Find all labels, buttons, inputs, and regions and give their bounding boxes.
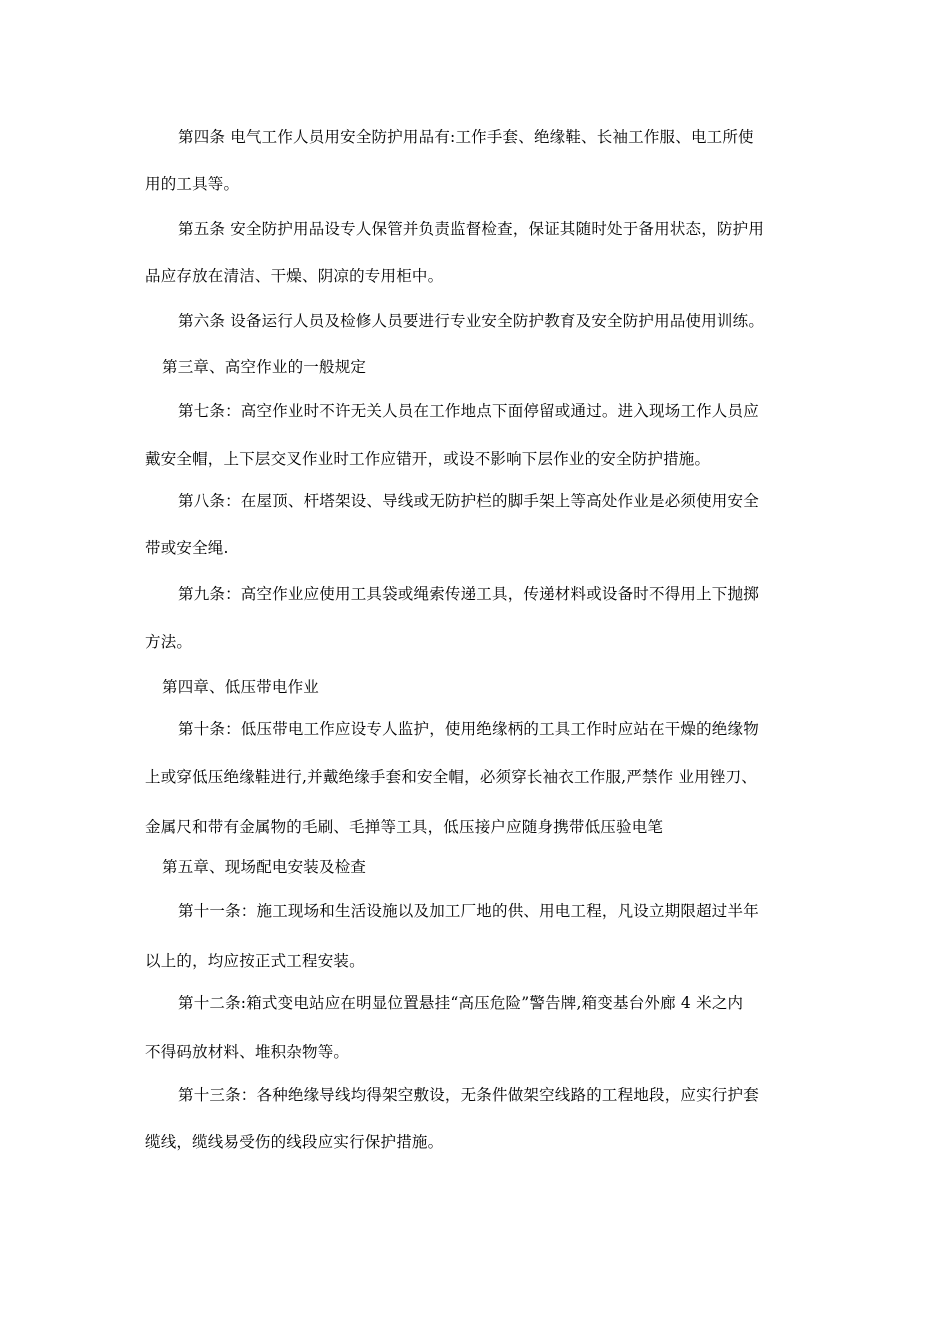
article-13-line-1: 第十三条：各种绝缘导线均得架空敷设，无条件做架空线路的工程地段，应实行护套 (178, 1086, 759, 1104)
article-10-line-1: 第十条：低压带电工作应设专人监护，使用绝缘柄的工具工作时应站在干燥的绝缘物 (178, 720, 759, 738)
article-10-line-2: 上或穿低压绝缘鞋进行,并戴绝缘手套和安全帽，必须穿长袖衣工作服,严禁作 业用锉刀、 (145, 768, 757, 786)
article-10-line-3: 金属尺和带有金属物的毛刷、毛掸等工具，低压接户应随身携带低压验电笔 (145, 818, 664, 836)
article-5-line-2: 品应存放在清洁、干燥、阴凉的专用柜中。 (145, 267, 444, 285)
article-7-line-1: 第七条：高空作业时不许无关人员在工作地点下面停留或通过。进入现场工作人员应 (178, 402, 759, 420)
article-13-line-2: 缆线，缆线易受伤的线段应实行保护措施。 (145, 1133, 444, 1151)
article-6-line-1: 第六条 设备运行人员及检修人员要进行专业安全防护教育及安全防护用品使用训练。 (178, 312, 765, 330)
article-9-line-2: 方法。 (145, 633, 193, 651)
article-12-line-1: 第十二条:箱式变电站应在明显位置悬挂“高压危险”警告牌,箱变基台外廊 4 米之内 (178, 994, 744, 1012)
chapter-5-heading: 第五章、现场配电安装及检查 (162, 858, 367, 876)
article-9-line-1: 第九条：高空作业应使用工具袋或绳索传递工具，传递材料或设备时不得用上下抛掷 (178, 585, 759, 603)
chapter-3-heading: 第三章、高空作业的一般规定 (162, 358, 367, 376)
article-12-line-2: 不得码放材料、堆积杂物等。 (145, 1043, 350, 1061)
article-11-line-2: 以上的，均应按正式工程安装。 (145, 952, 365, 970)
article-8-line-1: 第八条：在屋顶、杆塔架设、导线或无防护栏的脚手架上等高处作业是必须使用安全 (178, 492, 759, 510)
article-7-line-2: 戴安全帽，上下层交叉作业时工作应错开，或设不影响下层作业的安全防护措施。 (145, 450, 711, 468)
article-4-line-1: 第四条 电气工作人员用安全防护用品有:工作手套、绝缘鞋、长袖工作服、电工所使 (178, 128, 754, 146)
chapter-4-heading: 第四章、低压带电作业 (162, 678, 320, 696)
article-5-line-1: 第五条 安全防护用品设专人保管并负责监督检查，保证其随时处于备用状态，防护用 (178, 220, 765, 238)
article-11-line-1: 第十一条：施工现场和生活设施以及加工厂地的供、用电工程，凡设立期限超过半年 (178, 902, 759, 920)
article-8-line-2: 带或安全绳. (145, 539, 229, 557)
article-4-line-2: 用的工具等。 (145, 175, 240, 193)
